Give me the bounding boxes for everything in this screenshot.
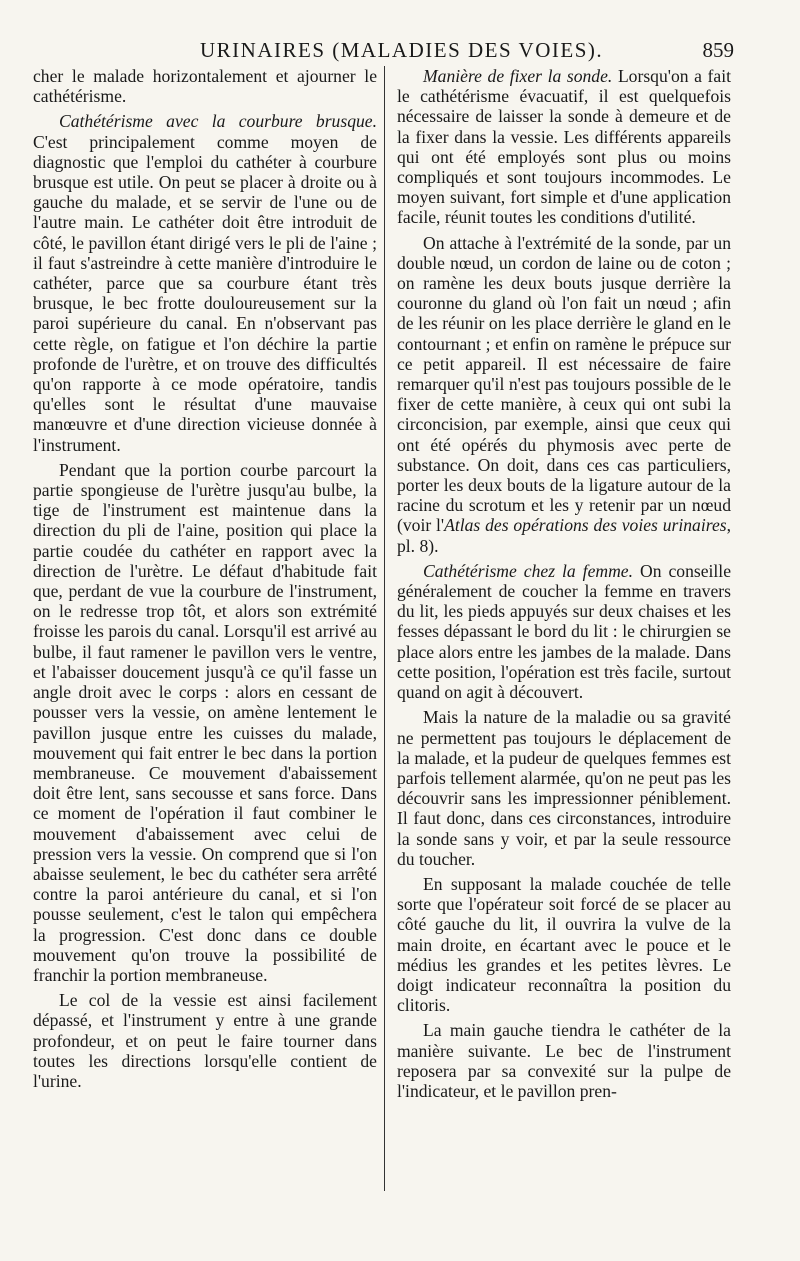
- paragraph: Le col de la vessie est ainsi facilement dépassé, et l'instrument y entre à une grande profondeur, et on peut le faire tourner dans toutes les directions lorsqu'elle contient de l'urine.: [33, 990, 377, 1091]
- page-number: 859: [702, 38, 734, 62]
- paragraph: Pendant que la portion courbe parcourt la partie spongieuse de l'urètre jusqu'au bulbe, la tige de l'instrument est maintenue dans la direction du pli de l'aine, position qui place la partie coudée du cathéter en rapport avec la direction de l'urètre. Le défaut d'habitude fait que, perdant de vue la courbure de l'instrument, on le redresse trop tôt, et alors son extrémité froisse les parois du canal. Lorsqu'il est arrivé au bulbe, il faut ramener le pavillon vers le ventre, et l'abaisser doucement jusqu'à ce qu'il fasse un angle droit avec le corps : alors en cessant de pousser vers la vessie, on amène lentement le pavillon jusque entre les cuisses du malade, mouvement qui fait entrer le bec dans la portion membraneuse. Ce mouvement d'abaissement doit être lent, sans secousse et sans force. Dans ce moment de l'opération il faut combiner le mouvement d'abaissement avec celui de pression vers la vessie. On comprend que si l'on abaisse seulement, le bec du cathéter sera arrêté contre la paroi antérieure du canal, et si l'on pousse seulement, c'est le talon qui empêchera la progression. C'est donc dans ce double mouvement qu'on trouve la possibilité de franchir la portion membraneuse.: [33, 459, 377, 985]
- paragraph: La main gauche tiendra le cathéter de la manière suivante. Le bec de l'instrument reposera par sa convexité sur la pulpe de l'indicateur, et le pavillon pren-: [397, 1020, 731, 1101]
- column-divider: [384, 66, 385, 1191]
- section-heading: Manière de fixer la sonde.: [423, 66, 613, 86]
- paragraph: En supposant la malade couchée de telle sorte que l'opérateur soit forcé de se placer au côté gauche du lit, il ouvrira la vulve de la main droite, en écartant avec le pouce et le médius les grandes et les petites lèvres. Le doigt indicateur reconnaîtra la position du clitoris.: [397, 873, 731, 1016]
- paragraph: Manière de fixer la sonde. Lorsqu'on a fait le cathétérisme évacuatif, il est quelquefois nécessaire de laisser la sonde à demeure et de la fixer dans la vessie. Les différents appareils qui ont été employés sont plus ou moins compliqués et sont toujours incommodes. Le moyen suivant, fort simple et d'une application facile, réunit toutes les conditions d'utilité.: [397, 66, 731, 228]
- right-column: [397, 66, 731, 1106]
- running-title: URINAIRES (MALADIES DES VOIES).: [200, 38, 604, 62]
- paragraph: Mais la nature de la maladie ou sa gravité ne permettent pas toujours le déplacement de la malade, et la pudeur de quelques femmes est parfois tellement alarmée, qu'on ne peut pas les découvrir sans les impressionner péniblement. Il faut donc, dans ces circonstances, introduire la sonde sans y voir, et par la seule ressource du toucher.: [397, 707, 731, 869]
- paragraph: cher le malade horizontalement et ajourner le cathétérisme.: [33, 66, 377, 107]
- paragraph: Cathétérisme avec la courbure brusque. C'est principalement comme moyen de diagnostic que l'emploi du cathéter à courbure brusque est utile. On peut se placer à droite ou à gauche du malade, et se servir de l'une ou de l'autre main. Le cathéter doit être introduit de côté, le pavillon étant dirigé vers le pli de l'aine ; il faut s'astreindre à cette manière d'introduire le cathéter, parce que sa courbure étant très brusque, le bec frotte douloureusement sur la paroi supérieure du canal. En n'observant pas cette règle, on fatigue et l'on déchire la partie profonde de l'urètre, et on trouve des difficultés qu'on rapporte à ce mode opératoire, tandis qu'elles sont le résultat d'une mauvaise manœuvre et d'une direction vicieuse donnée à l'instrument.: [33, 111, 377, 455]
- paragraph: On attache à l'extrémité de la sonde, par un double nœud, un cordon de laine ou de coton ; on ramène les deux bouts jusque derrière la couronne du gland où l'on fait un nœud ; afin de les réunir on les place derrière le gland en le contournant ; et enfin on ramène le prépuce sur ce petit appareil. Il est nécessaire de faire remarquer qu'il n'est pas toujours possible de le fixer de cette manière, à ceux qui ont subi la circoncision, par exemple, ainsi que ceux qui ont été opérés du phymosis avec perte de substance. On doit, dans ces cas particuliers, porter les deux bouts de la ligature autour de la racine du scrotum et les y retenir par un nœud (voir l'Atlas des opérations des voies urinaires, pl. 8).: [397, 232, 732, 556]
- section-heading: Cathétérisme chez la femme.: [423, 560, 634, 581]
- running-header: [30, 38, 734, 68]
- atlas-reference: Atlas des opérations des voies urinaires: [444, 515, 727, 536]
- paragraph: Cathétérisme chez la femme. On conseille généralement de coucher la femme en travers du lit, les pieds appuyés sur deux chaises et les fesses dépassant le bord du lit : le chirurgien se place alors entre les jambes de la malade. Dans cette position, l'opération est très facile, surtout quand on agit à découvert.: [397, 560, 732, 703]
- section-heading: Cathétérisme avec la courbure brusque.: [59, 111, 377, 132]
- left-column: [33, 66, 377, 1096]
